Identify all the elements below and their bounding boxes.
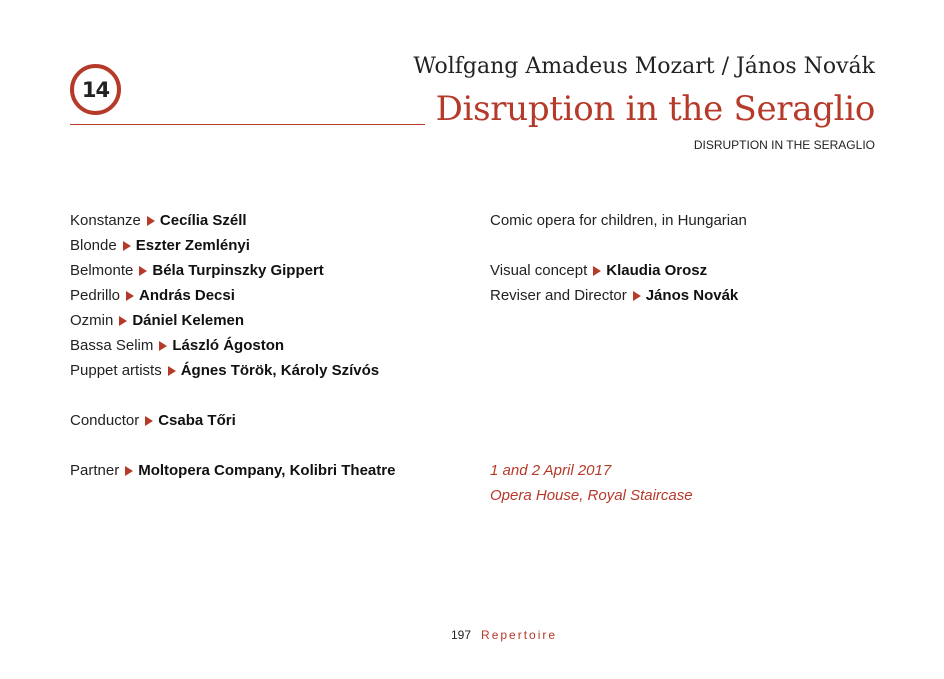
spacer [70, 385, 470, 410]
composer-line: Wolfgang Amadeus Mozart / János Novák [413, 54, 875, 79]
credit-role: Blonde [70, 237, 117, 254]
credit-blonde [70, 235, 470, 260]
spacer [490, 435, 880, 460]
spacer [490, 410, 880, 435]
arrow-icon [125, 466, 133, 476]
credit-puppet-artists [70, 360, 470, 385]
credit-role: Konstanze [70, 212, 141, 229]
credit-conductor [70, 410, 470, 435]
credit-ozmin [70, 310, 470, 335]
event-number: 14 [81, 77, 110, 102]
arrow-icon [123, 241, 131, 251]
credit-role: Bassa Selim [70, 337, 154, 354]
credit-konstanze [70, 210, 470, 235]
page-title: Disruption in the Seraglio [435, 89, 875, 129]
credit-bassa-selim [70, 335, 470, 360]
page-footer [451, 628, 557, 642]
credit-director [490, 285, 880, 310]
arrow-icon [159, 341, 167, 351]
credit-name: Béla Turpinszky Gippert [152, 262, 324, 279]
arrow-icon [147, 216, 155, 226]
info-column [490, 210, 880, 510]
arrow-icon [633, 291, 641, 301]
performance-dates: 1 and 2 April 2017 [490, 462, 612, 479]
credit-partner [70, 460, 470, 485]
credit-name: Ágnes Török, Károly Szívós [180, 362, 380, 379]
credit-role: Ozmin [70, 312, 114, 329]
credit-name: András Decsi [139, 287, 235, 304]
credit-name: Klaudia Orosz [606, 262, 708, 279]
spacer [490, 335, 880, 360]
credit-name: Csaba Tőri [158, 412, 236, 429]
credit-role: Reviser and Director [490, 287, 627, 304]
credit-pedrillo [70, 285, 470, 310]
page-subtitle: DISRUPTION IN THE SERAGLIO [693, 138, 875, 152]
production-description: Comic opera for children, in Hungarian [490, 212, 747, 229]
arrow-icon [119, 316, 127, 326]
spacer [490, 360, 880, 385]
credit-role: Partner [70, 462, 120, 479]
spacer [490, 385, 880, 410]
event-number-badge [70, 64, 121, 115]
arrow-icon [139, 266, 147, 276]
arrow-icon [145, 416, 153, 426]
credit-name: László Ágoston [172, 337, 285, 354]
credit-name: Eszter Zemlényi [135, 237, 250, 254]
credit-name: Moltopera Company, Kolibri Theatre [138, 462, 396, 479]
spacer [490, 310, 880, 335]
credit-name: János Novák [645, 287, 739, 304]
credit-name: Dániel Kelemen [132, 312, 245, 329]
arrow-icon [593, 266, 601, 276]
credit-role: Puppet artists [70, 362, 162, 379]
page-number: 197 [451, 628, 472, 642]
credit-role: Visual concept [490, 262, 588, 279]
section-name: Repertoire [481, 628, 558, 642]
credit-role: Belmonte [70, 262, 134, 279]
credit-role: Conductor [70, 412, 140, 429]
credit-name: Cecília Széll [159, 212, 247, 229]
credit-visual-concept [490, 260, 880, 285]
credits-column [70, 210, 470, 485]
credit-belmonte [70, 260, 470, 285]
spacer [70, 435, 470, 460]
spacer [490, 235, 880, 260]
performance-venue: Opera House, Royal Staircase [490, 487, 693, 504]
arrow-icon [168, 366, 176, 376]
credit-role: Pedrillo [70, 287, 121, 304]
header-rule [70, 124, 425, 125]
arrow-icon [126, 291, 134, 301]
